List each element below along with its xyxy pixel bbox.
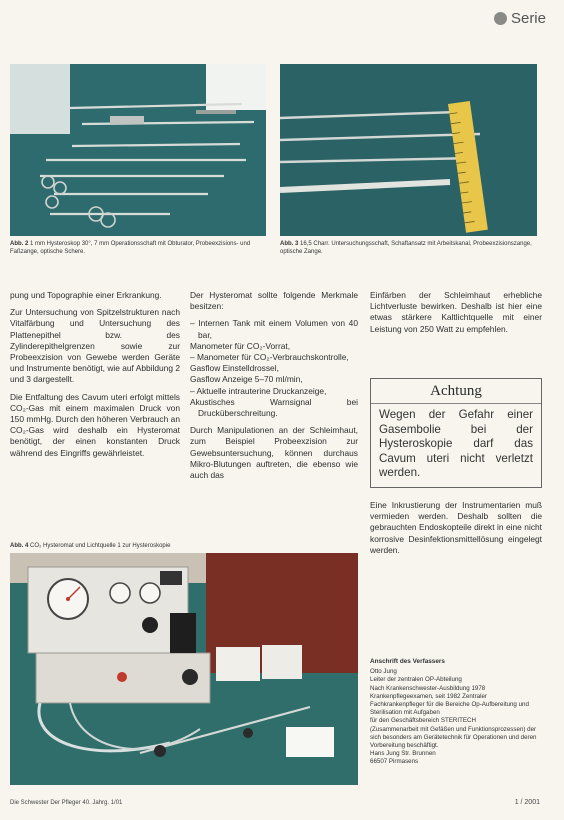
list-item: Manometer für CO₂-Vorrat, — [190, 340, 291, 351]
paragraph: Einfärben der Schleimhaut erhebliche Lichtverluste bewirken. Deshalb ist hier eine etwas stärkere Kaltlichtquelle mit einer Leistung von 250 Watt zu empfehlen. — [370, 290, 542, 334]
series-dot-icon — [494, 12, 507, 25]
series-tag — [494, 10, 546, 27]
address-line: Krankenpflegeexamen, seit 1982 Zentraler — [370, 692, 487, 700]
footer-journal: Die Schwester Der Pfleger 40. Jahrg. 1/01 — [10, 800, 123, 806]
list-item: – Aktuelle intrauterine Druckanzeige, — [190, 385, 327, 396]
series-label: Serie — [510, 10, 546, 27]
warning-text: Wegen der Gefahr einer Gasembolie bei der Hysteroskopie darf das Cavum uteri nicht verletzt werden. — [379, 408, 533, 480]
address-line: Otto Jung — [370, 668, 397, 676]
caption-label: Abb. 3 — [280, 241, 299, 247]
address-line: Leiter der zentralen OP-Abteilung — [370, 676, 462, 684]
figure-caption-2 — [10, 240, 266, 256]
paragraph: Die Entfaltung des Cavum uteri erfolgt mittels CO₂-Gas mit einem maximalen Druck von 150 mmHg. Durch den höheren Verbrauch an CO₂-Gas wird deshalb ein Hysteromat benötigt, der einen konstanten Druck während des Eingriffs gewährleistet. — [10, 391, 180, 458]
paragraph: Der Hysteromat sollte folgende Merkmale besitzen: — [190, 290, 358, 312]
warning-box — [370, 378, 542, 488]
list-item: – Manometer für CO₂-Verbrauchskontrolle, — [190, 352, 349, 363]
paragraph: Zur Untersuchung von Spitzelstrukturen nach Vitalfärbung und Untersuchung des Plattenepithel bzw. des Zylinderepithelgrenzen sowie zur Probeexzision von Gewebe werden Geräte und Instrumente benötigt, wie auf Abbildung 2 und 3 dargestellt. — [10, 307, 180, 385]
paragraph: pung und Topographie einer Erkrankung. — [10, 290, 162, 300]
figure-hysteromat-photo — [10, 553, 358, 785]
caption-text: 1 mm Hysteroskop 30°, 7 mm Operationsschaft mit Obturator, Probeexzisions- und Faßzange, optische Schere. — [10, 241, 251, 255]
footer-page: 1 / 2001 — [514, 799, 540, 806]
text-column-3 — [370, 290, 542, 341]
warning-title: Achtung — [371, 383, 541, 404]
address-line: (Zusammenarbeit mit Gefäßen und Funktionsprozessen) der sich besonders am Gerätetechnik für Operationen und deren Vorbereitung beschäftigt. — [370, 725, 537, 750]
address-line: Fachkrankenpfleger für die Bereiche Op-Aufbereitung und Sterilisation mit Aufgaben — [370, 701, 529, 717]
list-item: – Internen Tank mit einem Volumen von 40 bar, — [190, 318, 358, 340]
figure-instruments-ruler-photo — [280, 64, 537, 236]
feature-list — [190, 318, 358, 419]
address-title: Anschrift des Verfassers — [370, 658, 445, 665]
list-item: Gasflow Einstelldrossel, — [190, 363, 279, 374]
caption-label: Abb. 2 — [10, 241, 29, 247]
paragraph: Eine Inkrustierung der Instrumentarien muß vermieden werden. Deshalb sollten die gebrauchten Endoskopteile direkt in eine nicht korrosive Desinfektionsmittellösung eingelegt werden. — [370, 500, 542, 555]
caption-text: 16,5 Charr. Untersuchungsschaft, Schaftansatz mit Arbeitskanal, Probeexzisionszange, optische Zange. — [280, 241, 532, 255]
author-address — [370, 658, 542, 767]
text-column-2 — [190, 290, 358, 487]
figure-instruments-photo — [10, 64, 266, 236]
list-item: Gasflow Anzeige 5–70 ml/min, — [190, 374, 303, 385]
figure-caption-4 — [10, 542, 350, 550]
list-item: Akustisches Warnsignal bei Drucküberschreitung. — [190, 396, 358, 419]
text-column-1 — [10, 290, 180, 465]
figure-caption-3 — [280, 240, 537, 256]
address-line: Hans Jung Str. Brunnen — [370, 750, 436, 758]
address-line: 66507 Pirmasens — [370, 758, 419, 766]
caption-text: CO₂ Hysteromat und Lichtquelle 1 zur Hysteroskopie — [30, 543, 171, 549]
address-line: Nach Krankenschwester-Ausbildung 1978 — [370, 684, 486, 692]
paragraph: Durch Manipulationen an der Schleimhaut, zum Beispiel Probeexzision zur Gewebsuntersuchung, können durchaus Mikro-Blutungen auftreten, die ebenso wie auch das — [190, 425, 358, 481]
caption-label: Abb. 4 — [10, 543, 29, 549]
text-column-3-lower — [370, 500, 542, 562]
address-line: für den Geschäftsbereich STERITECH — [370, 717, 476, 725]
